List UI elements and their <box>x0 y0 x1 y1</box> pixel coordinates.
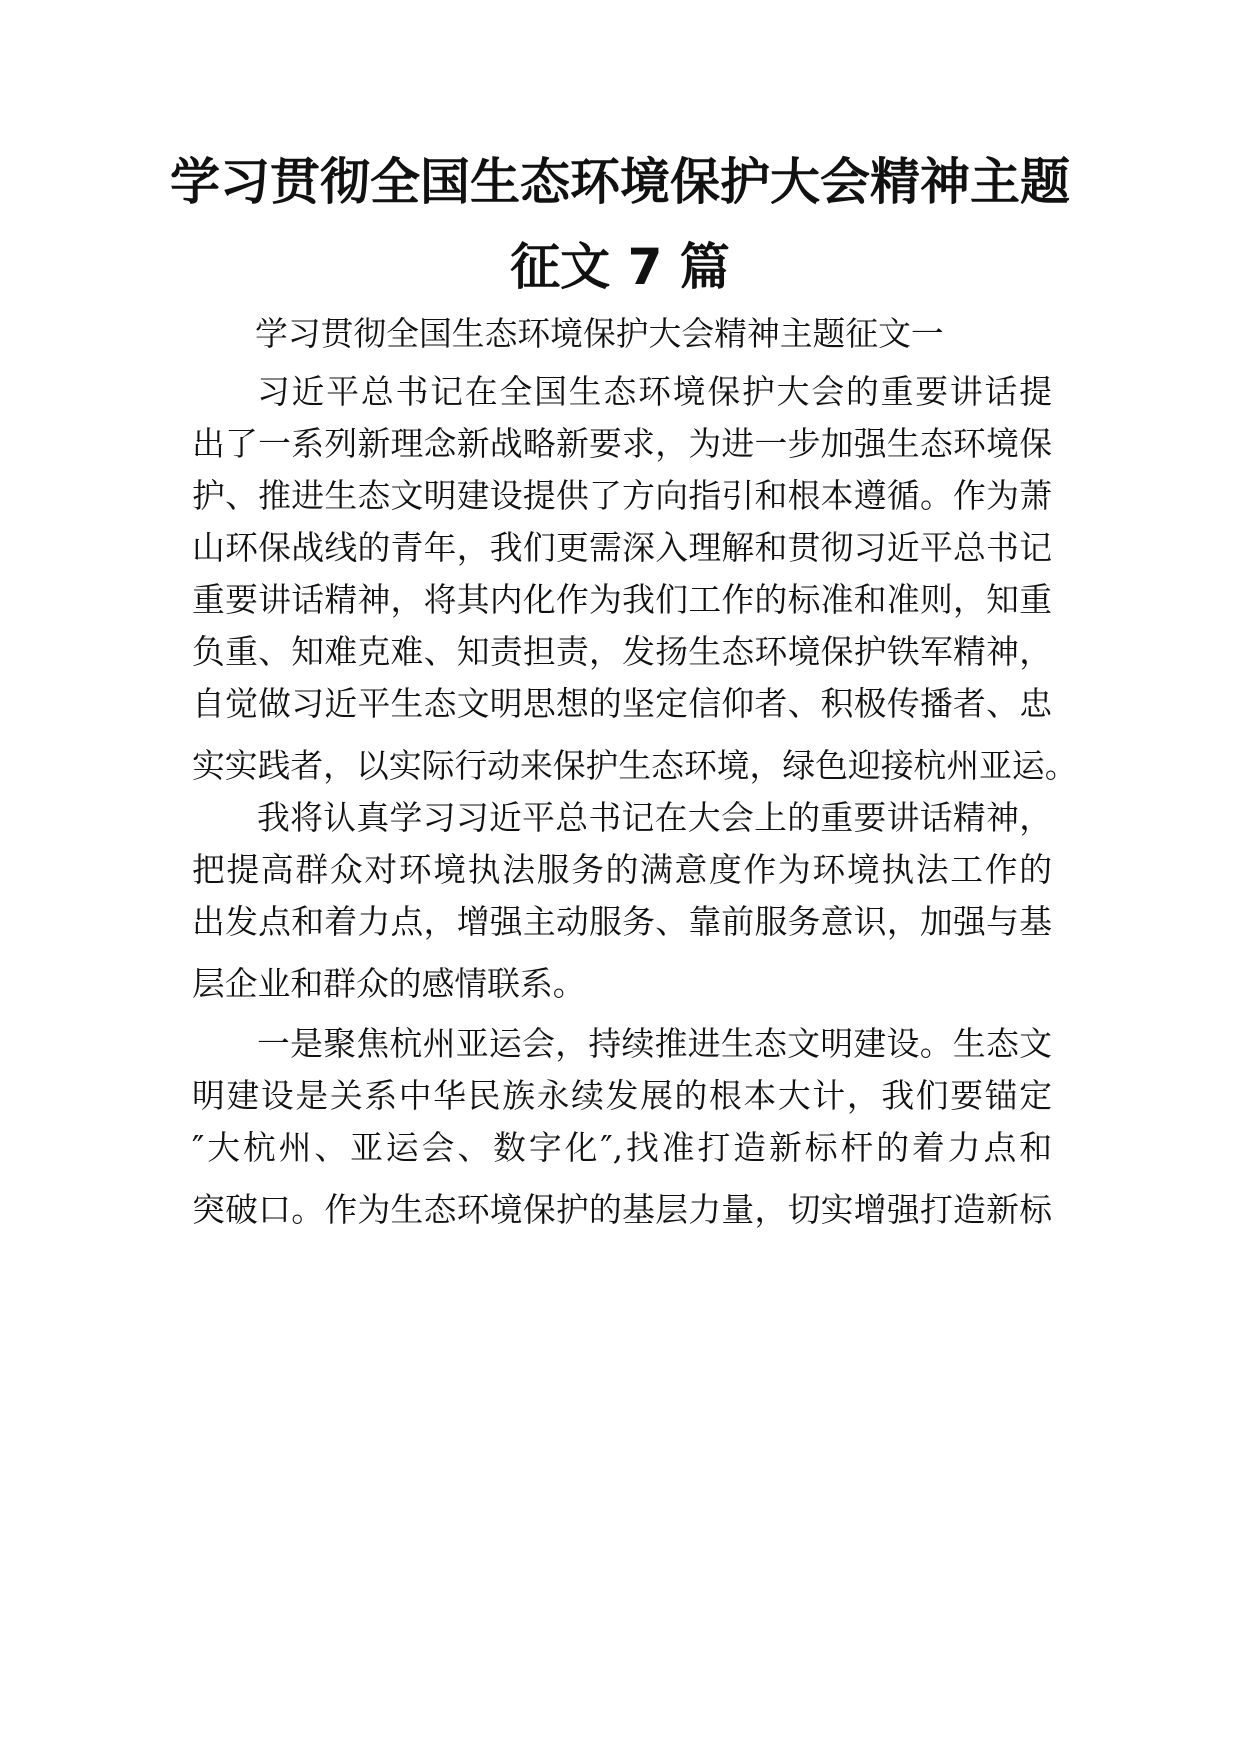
paragraph-1-line-1: 习近平总书记在全国生态环境保护大会的重要讲话提 <box>257 373 1052 411</box>
paragraph-3-line-1: 一是聚焦杭州亚运会，持续推进生态文明建设。生态文 <box>257 1025 1052 1063</box>
paragraph-1-line-8: 实实践者，以实际行动来保护生态环境，绿色迎接杭州亚运。 <box>192 747 1078 785</box>
document-title-line-1: 学习贯彻全国生态环境保护大会精神主题 <box>170 153 1070 211</box>
paragraph-1-line-3: 护、推进生态文明建设提供了方向指引和根本遵循。作为萧 <box>192 477 1052 515</box>
paragraph-1-line-2: 出了一系列新理念新战略新要求，为进一步加强生态环境保 <box>192 425 1052 463</box>
paragraph-1 <box>192 366 1078 792</box>
paragraph-1-line-7: 自觉做习近平生态文明思想的坚定信仰者、积极传播者、忠 <box>192 685 1052 723</box>
paragraph-3-line-2: 明建设是关系中华民族永续发展的根本大计，我们要锚定 <box>192 1077 1052 1115</box>
paragraph-1-line-4: 山环保战线的青年，我们更需深入理解和贯彻习近平总书记 <box>192 529 1052 567</box>
paragraph-1-line-6: 负重、知难克难、知责担责，发扬生态环境保护铁军精神， <box>192 633 1052 671</box>
essay-subheading: 学习贯彻全国生态环境保护大会精神主题征文一 <box>255 315 944 353</box>
paragraph-2-line-1: 我将认真学习习近平总书记在大会上的重要讲话精神， <box>257 799 1052 837</box>
paragraph-1-line-5: 重要讲话精神，将其内化作为我们工作的标准和准则，知重 <box>192 581 1052 619</box>
paragraph-3-line-3: ″大杭州、亚运会、数字化″,找准打造新标杆的着力点和 <box>192 1129 1052 1167</box>
paragraph-2-line-3: 出发点和着力点，增强主动服务、靠前服务意识，加强与基 <box>192 903 1052 941</box>
document-title-line-2: 征文 7 篇 <box>510 238 730 296</box>
paragraph-2-line-2: 把提高群众对环境执法服务的满意度作为环境执法工作的 <box>192 851 1052 889</box>
paragraph-3 <box>192 1018 1052 1236</box>
paragraph-2 <box>192 792 1052 1010</box>
paragraph-3-line-4: 突破口。作为生态环境保护的基层力量，切实增强打造新标 <box>192 1191 1052 1229</box>
paragraph-2-line-4: 层企业和群众的感情联系。 <box>192 965 586 1003</box>
